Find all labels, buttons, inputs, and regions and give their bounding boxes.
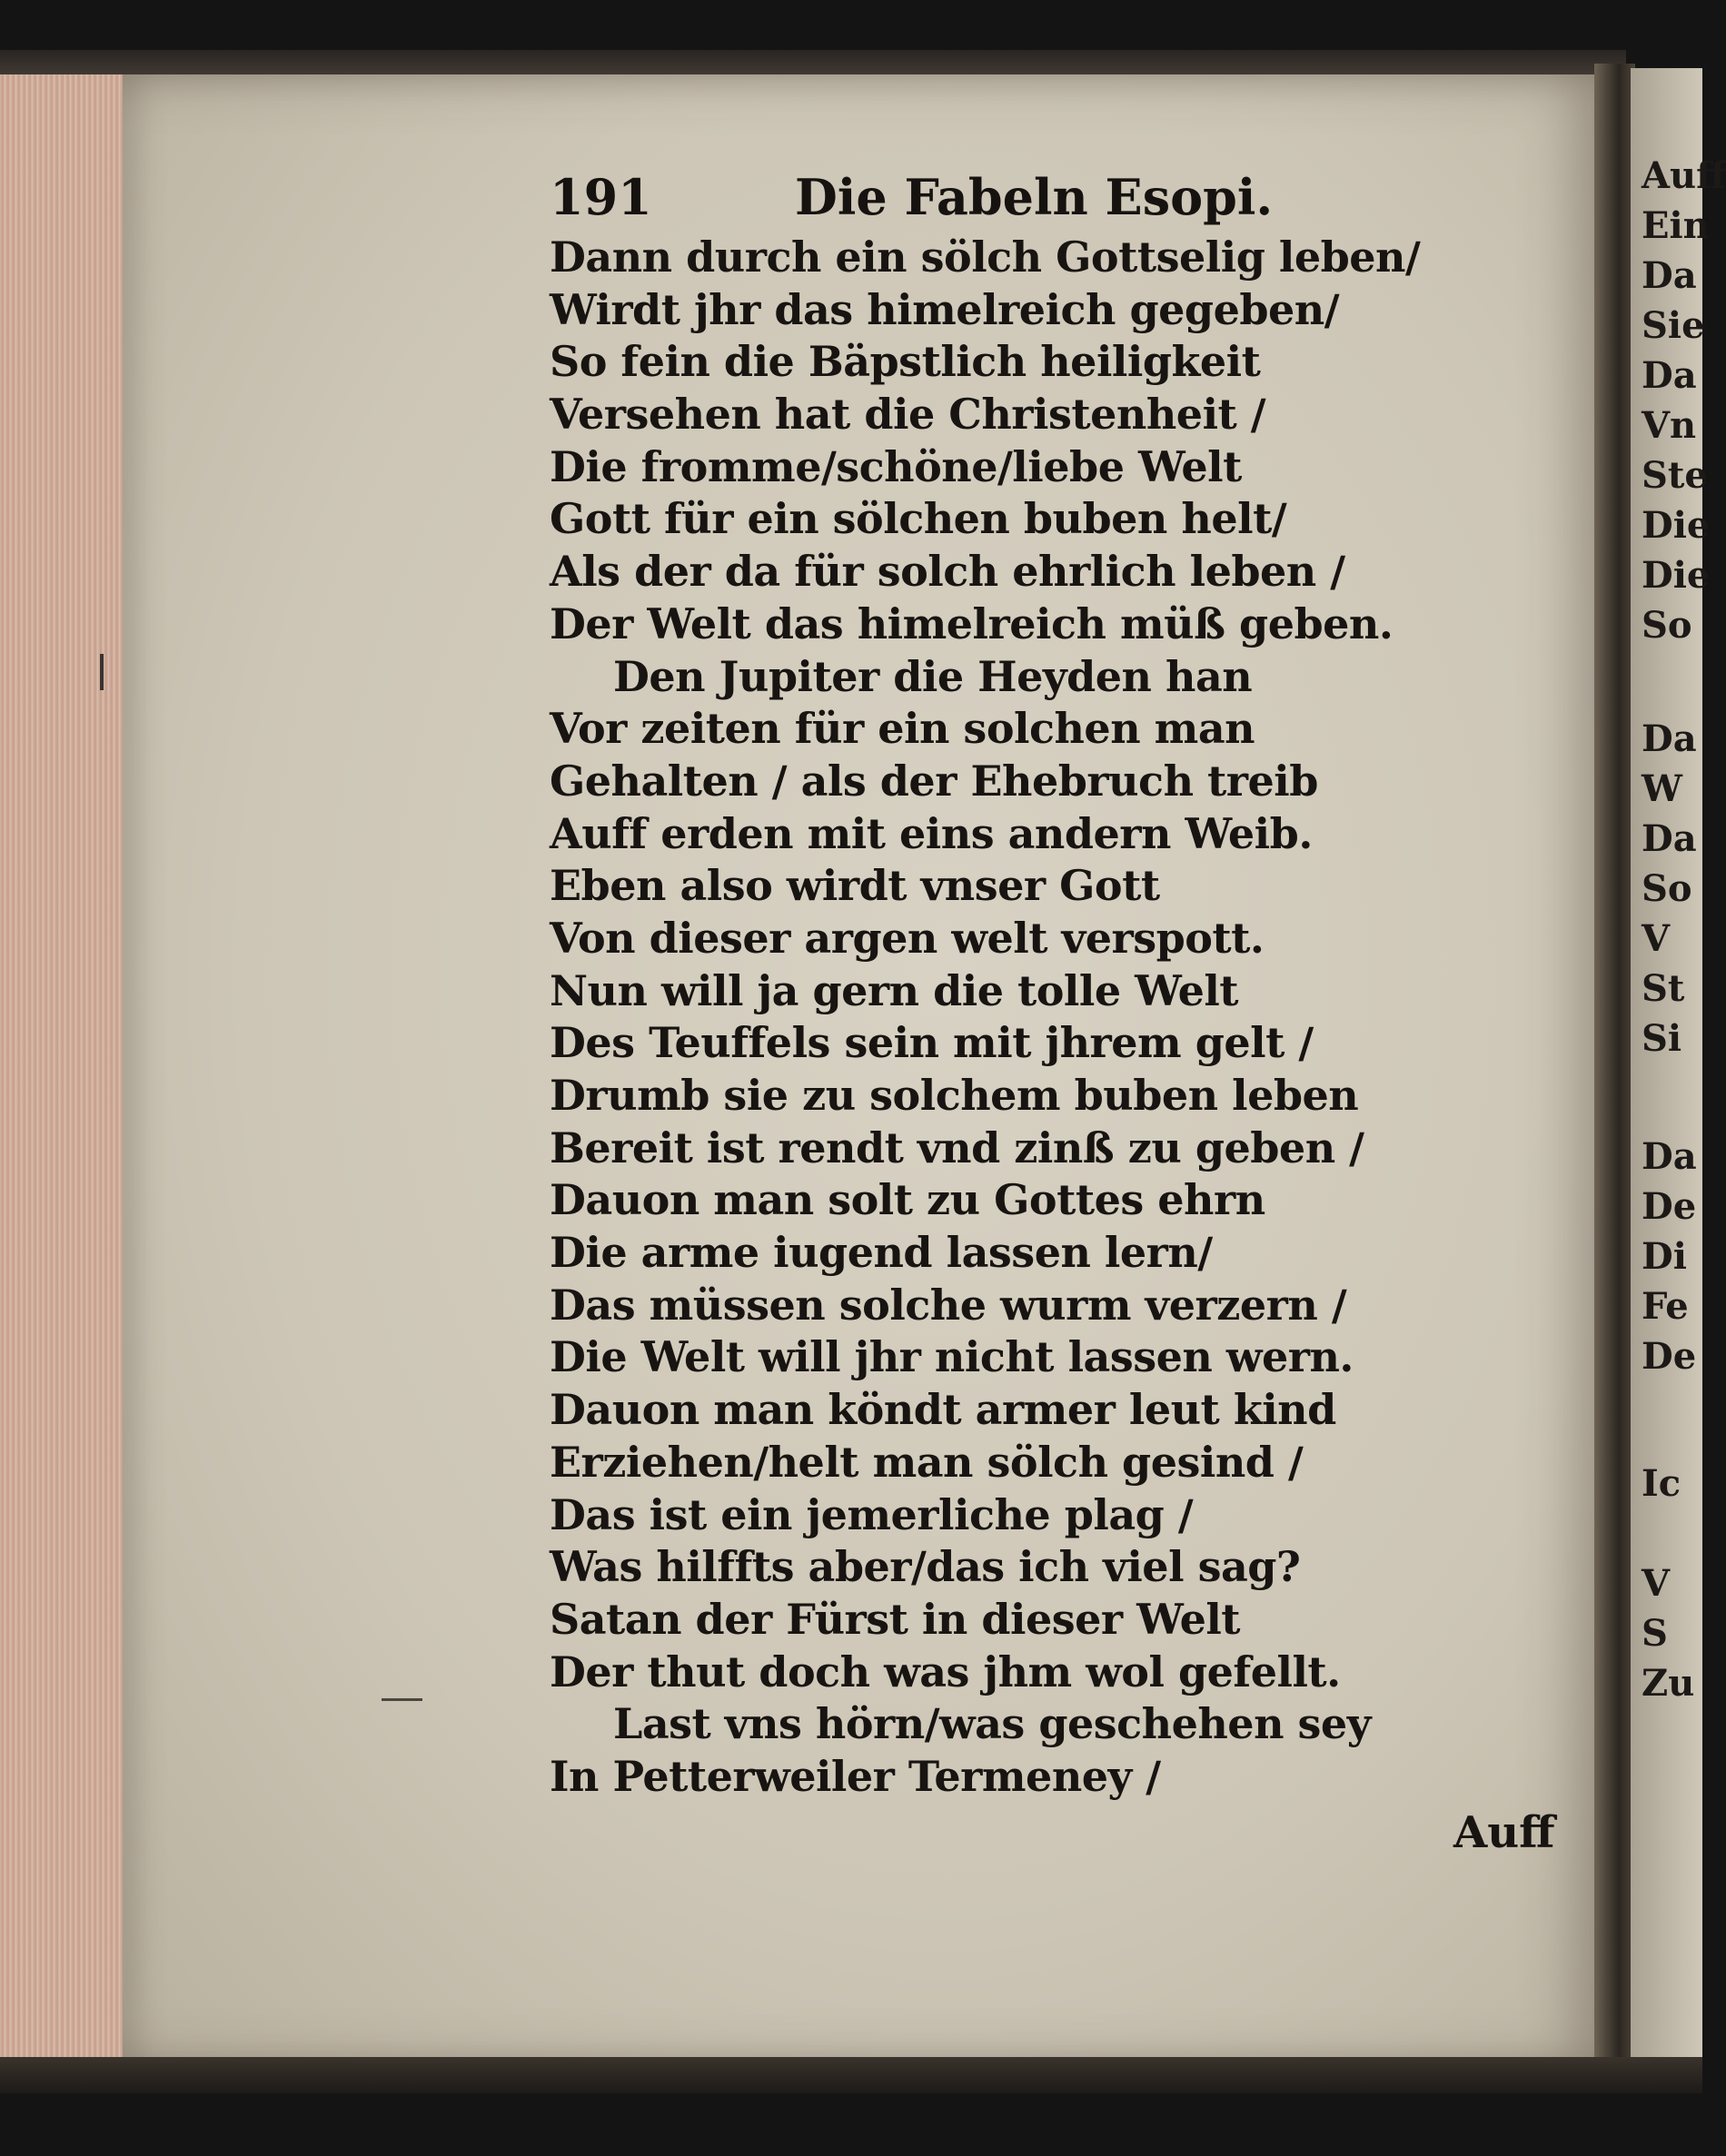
verse-line: Erziehen/helt man sölch gesind / bbox=[550, 1437, 1304, 1487]
next-page-fragment: Si bbox=[1642, 1017, 1682, 1060]
next-page-fragment: Di bbox=[1642, 1235, 1687, 1278]
verse-line: Versehen hat die Christenheit / bbox=[550, 390, 1266, 440]
verse-block bbox=[550, 232, 1421, 1804]
next-page-fragment: St bbox=[1642, 967, 1685, 1010]
next-page-fragment: W bbox=[1642, 767, 1682, 810]
running-title: Die Fabeln Esopi. bbox=[795, 168, 1274, 226]
catchword: Auff bbox=[1453, 1807, 1555, 1858]
verse-line: Von dieser argen welt verspott. bbox=[550, 913, 1265, 963]
verse-line: Die fromme/schöne/liebe Welt bbox=[550, 441, 1242, 491]
verse-line: Dann durch ein sölch Gottselig leben/ bbox=[550, 232, 1421, 282]
verse-line: Den Jupiter die Heyden han bbox=[613, 651, 1253, 701]
verse-line: Das ist ein jemerliche plag / bbox=[550, 1489, 1194, 1539]
next-page-fragment: S bbox=[1642, 1612, 1668, 1655]
margin-mark bbox=[100, 654, 104, 690]
right-page-fragment bbox=[1631, 68, 1726, 2066]
next-page-fragment: Vn bbox=[1642, 404, 1697, 447]
verse-line: Last vns hörn/was geschehen sey bbox=[613, 1699, 1371, 1749]
verse-line: Dauon man köndt armer leut kind bbox=[550, 1385, 1336, 1435]
book-gutter bbox=[1594, 64, 1635, 2080]
next-page-fragment: De bbox=[1642, 1335, 1697, 1378]
next-page-fragment: Ste bbox=[1642, 454, 1708, 497]
verse-line: Gehalten / als der Ehebruch treib bbox=[550, 756, 1318, 806]
next-page-fragment: So bbox=[1642, 867, 1692, 910]
verse-line: Die Welt will jhr nicht lassen wern. bbox=[550, 1332, 1354, 1382]
margin-dash bbox=[382, 1698, 422, 1701]
next-page-fragment: Auff bbox=[1642, 154, 1726, 197]
verse-line: Auff erden mit eins andern Weib. bbox=[550, 808, 1313, 858]
page-edges bbox=[0, 74, 127, 2072]
verse-line: Wirdt jhr das himelreich gegeben/ bbox=[550, 284, 1340, 334]
next-page-fragment: Da bbox=[1642, 717, 1697, 760]
verse-line: Dauon man solt zu Gottes ehrn bbox=[550, 1175, 1265, 1225]
next-page-fragment: Da bbox=[1642, 254, 1697, 297]
next-page-fragment: Die bbox=[1642, 504, 1711, 547]
page-header bbox=[550, 168, 1274, 232]
verse-line: Nun will ja gern die tolle Welt bbox=[550, 965, 1239, 1015]
next-page-fragment: Zu bbox=[1642, 1662, 1695, 1705]
next-page-fragment: De bbox=[1642, 1185, 1697, 1228]
verse-line: Bereit ist rendt vnd zinß zu geben / bbox=[550, 1123, 1364, 1172]
verse-line: Der Welt das himelreich müß geben. bbox=[550, 598, 1394, 648]
verse-line: Vor zeiten für ein solchen man bbox=[550, 704, 1255, 754]
next-page-fragment: Ein bbox=[1642, 204, 1710, 247]
verse-line: Drumb sie zu solchem buben leben bbox=[550, 1071, 1359, 1120]
verse-line: In Petterweiler Termeney / bbox=[550, 1751, 1161, 1801]
next-page-fragment: So bbox=[1642, 604, 1692, 647]
next-page-fragment: Die bbox=[1642, 554, 1711, 597]
next-page-fragment: V bbox=[1642, 917, 1671, 960]
verse-line: Gott für ein sölchen buben helt/ bbox=[550, 494, 1287, 544]
next-page-fragment: Ic bbox=[1642, 1462, 1681, 1505]
verse-line: Satan der Fürst in dieser Welt bbox=[550, 1594, 1241, 1644]
verse-line: Die arme iugend lassen lern/ bbox=[550, 1228, 1213, 1278]
verse-line: Das müssen solche wurm verzern / bbox=[550, 1280, 1347, 1330]
book-cover-bottom bbox=[0, 2057, 1702, 2093]
verse-line: Was hilffts aber/das ich viel sag? bbox=[550, 1542, 1301, 1592]
verse-line: Als der da für solch ehrlich leben / bbox=[550, 547, 1345, 597]
next-page-fragment: Da bbox=[1642, 1135, 1697, 1178]
page-number: 191 bbox=[550, 168, 652, 226]
next-page-fragment: Da bbox=[1642, 354, 1697, 397]
verse-line: Des Teuffels sein mit jhrem gelt / bbox=[550, 1018, 1314, 1068]
next-page-fragment: Fe bbox=[1642, 1285, 1689, 1328]
next-page-fragment: Da bbox=[1642, 817, 1697, 860]
next-page-fragment: V bbox=[1642, 1562, 1671, 1605]
verse-line: So fein die Bäpstlich heiligkeit bbox=[550, 337, 1261, 387]
verse-line: Der thut doch was jhm wol gefellt. bbox=[550, 1647, 1341, 1696]
verse-line: Eben also wirdt vnser Gott bbox=[550, 861, 1160, 911]
next-page-fragment: Sie bbox=[1642, 304, 1705, 347]
